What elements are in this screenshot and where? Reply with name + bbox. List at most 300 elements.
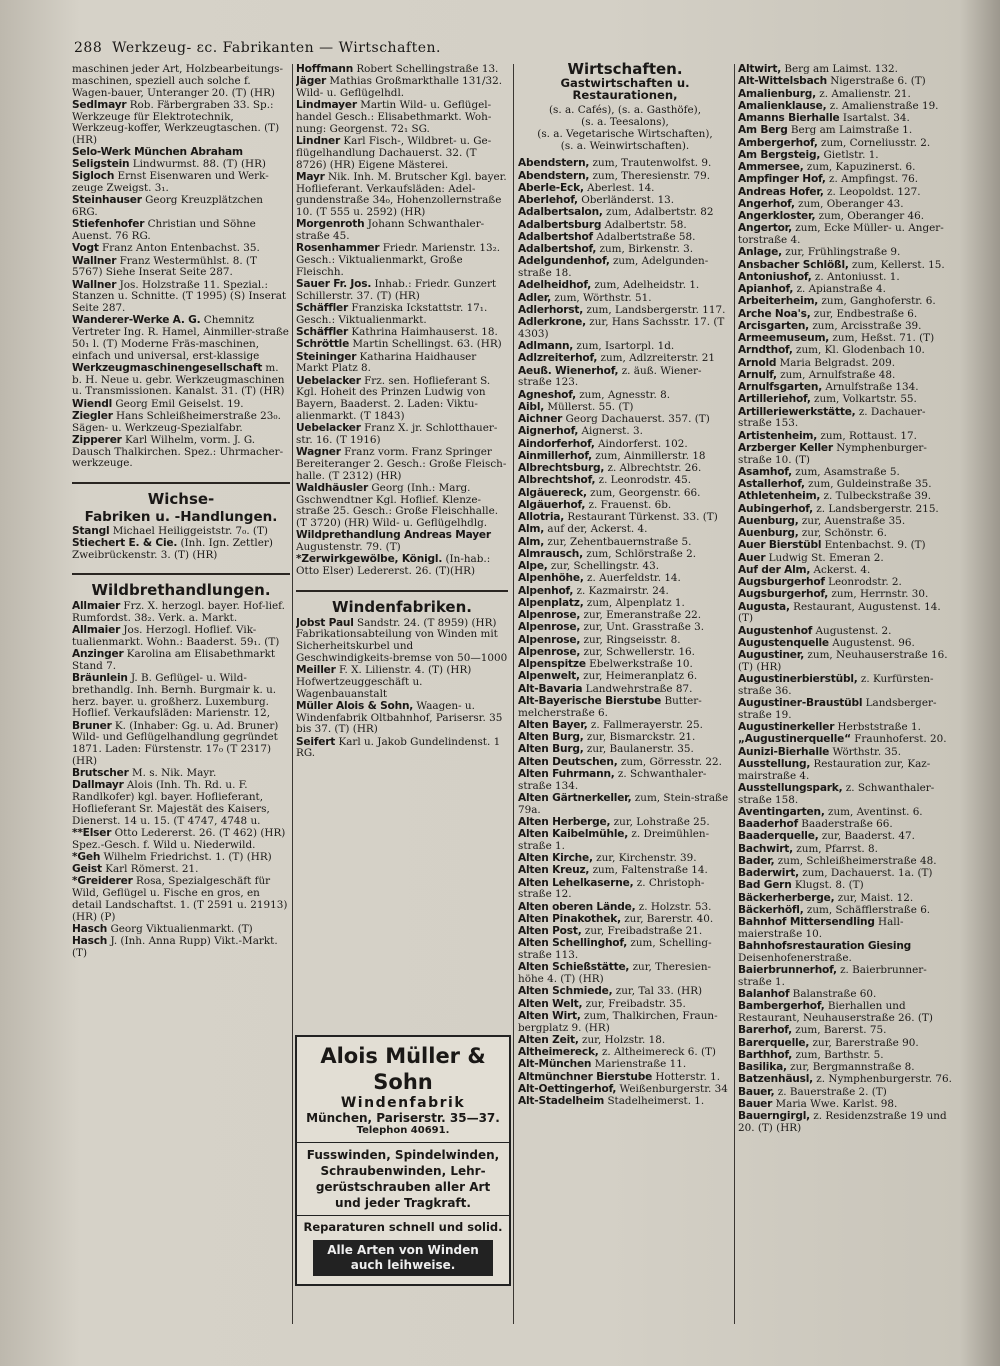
entry-details: zum, Trautenwolfst. 9. xyxy=(589,158,712,170)
cross-reference: (s. a. Cafés), (s. a. Gasthöfe), xyxy=(548,104,702,117)
entry-details: Inhab.: Friedr. Gunzert Schillerstr. 37. (T) (HR) xyxy=(296,279,497,302)
directory-entry xyxy=(738,101,952,113)
directory-entry xyxy=(72,100,290,147)
entry-details: zur, Schwellerstr. 16. xyxy=(580,646,695,658)
directory-entry xyxy=(738,807,952,819)
directory-entry xyxy=(72,64,290,99)
entry-name: Albrechtsburg, xyxy=(518,463,605,474)
restaurant-list-continued xyxy=(738,64,952,1135)
entry-name: Adalbertsalon, xyxy=(518,207,603,219)
entry-details: zur, Ringseisstr. 8. xyxy=(580,634,681,646)
entry-name: Augustinerbierstübl, xyxy=(738,674,858,685)
directory-entry xyxy=(738,747,952,759)
directory-entry xyxy=(518,817,732,829)
entry-name: Arnulfsgarten, xyxy=(738,382,823,393)
section-title-wildbret: Wildbrethandlungen. xyxy=(91,581,271,600)
entry-details: zum, Görresstr. 22. xyxy=(617,756,722,768)
directory-entry xyxy=(72,924,290,936)
entry-details: zum, Herrnstr. 30. xyxy=(828,589,929,601)
directory-entry xyxy=(738,722,952,734)
entry-details: (Inh. Ign. Zettler) Zweibrückenstr. 3. (T) (HR) xyxy=(72,537,273,561)
directory-entry xyxy=(296,327,508,339)
entry-details: zum, Thalkirchen, Fraun-bergplatz 9. (HR) xyxy=(518,1010,718,1034)
entry-details: Kathrina Haimhauserst. 18. xyxy=(348,327,498,338)
entry-name: Uebelacker xyxy=(296,375,361,387)
directory-entry xyxy=(738,905,952,917)
directory-entry xyxy=(72,649,290,673)
entry-name: Adalbertshof, xyxy=(518,244,597,255)
entry-details: Stadelheimerst. 1. xyxy=(604,1096,705,1107)
entry-name: Alten Kreuz, xyxy=(518,865,590,877)
directory-entry xyxy=(738,162,952,174)
directory-entry xyxy=(518,414,732,426)
entry-details: Karl Römerst. 21. xyxy=(101,864,199,875)
entry-name: Alten Wirt, xyxy=(518,1010,581,1022)
directory-entry xyxy=(738,638,952,650)
entry-name: Alten Welt, xyxy=(518,998,583,1010)
entry-name: Alpenrose, xyxy=(518,610,581,621)
entry-details: Wörthstr. 35. xyxy=(829,746,902,758)
entry-details: Georg Kreuzplätzchen 6RG. xyxy=(72,195,263,218)
directory-entry xyxy=(738,856,952,868)
entry-name: Angerkloster, xyxy=(738,211,816,222)
directory-entry xyxy=(738,125,952,137)
entry-details: F. X. Lilienstr. 4. (T) (HR) Hofwertzeuggeschäft u. Wagenbauanstalt xyxy=(296,665,472,700)
entry-details: zum, Dachauerst. 1a. (T) xyxy=(798,868,933,879)
cross-reference: (s. a. Weinwirtschaften). xyxy=(560,139,690,152)
entry-name: Allmaier xyxy=(72,625,121,636)
entry-name: Amalienburg, xyxy=(738,88,816,100)
entry-name: Waldhäusler xyxy=(296,482,369,494)
ad-line: und jeder Tragkraft. xyxy=(335,1196,471,1210)
directory-entry xyxy=(72,526,290,538)
directory-entry xyxy=(738,540,952,552)
entry-name: Adlmann, xyxy=(518,341,574,352)
entry-details: zum, Barerst. 75. xyxy=(791,1025,887,1037)
directory-entry xyxy=(518,244,732,256)
directory-entry xyxy=(518,158,732,170)
section-subtitle-gastwirtschaften: Gastwirtschaften u. Restaurationen, xyxy=(560,75,690,102)
entry-details: Waagen- u. Windenfabrik Oltbahnhof, Parisersr. 35 bis 37. (T) (HR) xyxy=(296,700,503,736)
directory-entry xyxy=(72,601,290,625)
entry-details: z. äuß. Wiener-straße 123. xyxy=(518,365,702,389)
entry-name: Lindner xyxy=(296,136,341,147)
entry-name: Alpenspitze xyxy=(518,659,586,670)
entry-details: z. Amalienstr. 21. xyxy=(815,88,911,100)
entry-details: z. Apianstraße 4. xyxy=(793,284,886,295)
entry-details: zur, Bismarckstr. 21. xyxy=(583,732,696,743)
entry-details: zum, Aventinst. 6. xyxy=(824,806,923,818)
entry-details: z. Leonrodstr. 45. xyxy=(595,475,692,487)
entry-name: Augusta, xyxy=(738,601,790,613)
entry-name: Auf der Alm, xyxy=(738,564,811,576)
entry-name: Bruner xyxy=(72,720,112,732)
entry-name: Alten Gärtnerkeller, xyxy=(518,792,632,804)
directory-entry xyxy=(738,516,952,528)
directory-entry xyxy=(72,195,290,219)
entry-name: Barthhof, xyxy=(738,1049,793,1061)
entry-details: z. Kurfürsten-straße 36. xyxy=(738,674,934,697)
column-1 xyxy=(72,64,290,960)
directory-entry xyxy=(296,339,508,351)
entry-name: Bauerngirgl, xyxy=(738,1111,810,1122)
entry-details: Lindwurmst. 88. (T) (HR) xyxy=(129,158,266,170)
entry-name: Alpenrose, xyxy=(518,634,581,646)
entry-name: Aubingerhof, xyxy=(738,503,813,515)
section-subtitle-wichse: Fabriken u. -Handlungen. xyxy=(84,508,278,525)
entry-details: Arnulfstraße 134. xyxy=(822,382,919,393)
entry-name: Alpenrose, xyxy=(518,646,581,658)
entry-details: Restaurant Türkenst. 33. (T) xyxy=(564,512,718,523)
directory-entry xyxy=(738,965,952,989)
entry-details: zur, Baulanerstr. 35. xyxy=(583,744,694,756)
entry-details: z. Ampfingst. 76. xyxy=(825,174,918,186)
directory-entry xyxy=(738,504,952,516)
entry-name: Jäger xyxy=(296,76,327,88)
directory-entry xyxy=(738,917,952,941)
entry-details: zum, Oberanger 43. xyxy=(794,198,904,210)
entry-name: Bäckerhöfl, xyxy=(738,904,804,916)
entry-details: z. Antoniusst. 1. xyxy=(811,271,900,283)
entry-name: Arcisgarten, xyxy=(738,320,810,332)
directory-entry xyxy=(738,321,952,333)
entry-details: Hans Schleißheimerstraße 23₀. Sägen- u. Werkzeug-Spezialfabr. xyxy=(72,410,281,434)
entry-name: Bahnhof Mittersendling xyxy=(738,917,875,928)
directory-entry xyxy=(738,1050,952,1062)
directory-entry xyxy=(738,64,952,76)
directory-entry xyxy=(738,309,952,321)
directory-entry xyxy=(296,376,508,423)
directory-entry xyxy=(72,171,290,195)
directory-entry xyxy=(296,136,508,171)
directory-entry xyxy=(518,878,732,902)
entry-details: Ebelwerkstraße 10. xyxy=(585,659,693,670)
directory-entry xyxy=(738,174,952,186)
entry-details: zur, Schönstr. 6. xyxy=(798,528,887,539)
directory-entry xyxy=(518,1047,732,1059)
directory-entry xyxy=(738,577,952,589)
entry-details: zum, Adalbertstr. 82 xyxy=(602,207,714,219)
entry-details: z. Schwanthaler-straße 134. xyxy=(518,768,707,792)
directory-entry xyxy=(738,345,952,357)
entry-name: *Geh xyxy=(72,851,101,863)
advertisement-mueller xyxy=(295,1035,511,1286)
entry-name: Schäffler xyxy=(296,327,349,338)
entry-details: zum, Asamstraße 5. xyxy=(791,466,900,478)
entry-details: Herbststraße 1. xyxy=(834,722,921,733)
directory-entry xyxy=(738,759,952,783)
directory-entry xyxy=(518,195,732,207)
entry-name: Adlerhorst, xyxy=(518,304,584,316)
entry-name: Altmünchner Bierstube xyxy=(518,1071,653,1083)
entry-name: Adlzreiterhof, xyxy=(518,353,598,365)
directory-entry xyxy=(738,443,952,467)
entry-name: Aventingarten, xyxy=(738,806,825,818)
entry-name: Alpenrose, xyxy=(518,622,581,634)
entry-details: Franz vorm. Franz Springer Bereiteranger 2. Gesch.: Große Fleisch-halle. (T 2312) (HR) xyxy=(296,447,507,482)
entry-details: Adalbertstr. 58. xyxy=(601,219,687,231)
entry-name: Algäuerhof, xyxy=(518,499,586,511)
ad-phone: Telephon 40691. xyxy=(356,1125,450,1136)
entry-name: Ausstellungspark, xyxy=(738,782,843,794)
directory-entry xyxy=(72,147,290,171)
entry-details: zum, Adlzreiterstr. 21 xyxy=(597,353,715,365)
directory-entry xyxy=(518,647,732,659)
directory-entry xyxy=(738,260,952,272)
entry-name: Ziegler xyxy=(72,410,113,422)
directory-entry xyxy=(738,284,952,296)
directory-entry xyxy=(518,183,732,195)
directory-entry xyxy=(738,650,952,674)
entry-details: z. Leopoldst. 127. xyxy=(823,186,921,198)
entry-details: z. Amalienstraße 19. xyxy=(826,100,939,112)
entry-name: Artilleriehof, xyxy=(738,394,811,406)
directory-entry xyxy=(518,573,732,585)
directory-entry xyxy=(518,1035,732,1047)
entry-details: Franziska Ickstattstr. 17₁. Gesch.: Viktualienmarkt. xyxy=(296,303,488,326)
entry-details: zum, Corneliusstr. 2. xyxy=(817,137,931,149)
entry-details: Wilhelm Friedrichst. 1. (T) (HR) xyxy=(100,851,272,863)
directory-entry xyxy=(518,671,732,683)
entry-details: z. Tulbeckstraße 39. xyxy=(820,491,932,503)
entry-details: Jos. Holzstraße 11. Spezial.: Stanzen u. Schnitte. (T 1995) (S) Inserat Seite 287. xyxy=(72,279,287,314)
entry-details: J. B. Geflügel- u. Wild-brethandlg. Inh. Bernh. Burgmair k. u. herz. bayer. u. großherz. Luxemburg. Hoflief. Verkaufsläden: Marienstr. 12, xyxy=(72,673,277,720)
ad-products xyxy=(297,1142,509,1211)
entry-name: Auer Bierstübl xyxy=(738,540,822,552)
directory-entry xyxy=(72,852,290,864)
entry-name: Adlerkrone, xyxy=(518,317,586,328)
directory-entry xyxy=(738,407,952,431)
directory-entry xyxy=(738,989,952,1001)
entry-name: Angertor, xyxy=(738,223,792,235)
entry-name: Steinhauser xyxy=(72,195,142,207)
entry-details: z. Schwanthaler-straße 158. xyxy=(738,782,935,806)
entry-name: Wanderer-Werke A. G. xyxy=(72,315,201,327)
entry-name: Artilleriewerkstätte, xyxy=(738,406,856,418)
entry-name: Ambergerhof, xyxy=(738,137,818,149)
entry-details: Augustenstr. 79. (T) xyxy=(296,541,401,553)
entry-details: z. Residenzstraße 19 und 20. (T) (HR) xyxy=(738,1111,947,1134)
directory-entry xyxy=(72,768,290,780)
directory-entry xyxy=(518,317,732,341)
directory-entry xyxy=(518,561,732,573)
directory-entry xyxy=(738,626,952,638)
entry-name: Aichner xyxy=(518,414,563,425)
entry-name: Alten Burg, xyxy=(518,744,584,756)
directory-entry xyxy=(296,76,508,100)
directory-entry xyxy=(738,831,952,843)
entry-name: Uebelacker xyxy=(296,423,361,434)
directory-entry xyxy=(738,880,952,892)
entry-name: Alm, xyxy=(518,536,545,548)
entry-details: zum, Georgenstr. 66. xyxy=(586,487,701,499)
entry-name: Apianhof, xyxy=(738,284,794,295)
entry-details: Weißenburgerstr. 34 xyxy=(616,1083,728,1095)
directory-entry xyxy=(738,370,952,382)
entry-details: zum, Birkenstr. 3. xyxy=(596,244,694,255)
directory-entry xyxy=(738,223,952,247)
directory-entry xyxy=(738,844,952,856)
directory-entry xyxy=(296,352,508,376)
entry-details: Nymphenburger-straße 10. (T) xyxy=(738,442,927,466)
entry-name: Alten Lehelkaserne, xyxy=(518,877,634,889)
entry-name: Aberlehof, xyxy=(518,195,578,206)
entry-name: Bäckerherberge, xyxy=(738,892,835,904)
entry-details: zum, Wörthstr. 51. xyxy=(551,292,652,304)
entry-name: Ansbacher Schlößl, xyxy=(738,259,849,271)
column-2 xyxy=(296,64,508,761)
entry-name: Augustiner, xyxy=(738,650,805,661)
directory-entry xyxy=(518,207,732,219)
entry-details: z. Altheimereck 6. (T) xyxy=(598,1047,716,1058)
section-divider xyxy=(296,590,508,592)
directory-entry xyxy=(738,150,952,162)
entry-name: Alten Kirche, xyxy=(518,853,593,864)
entry-name: Arndthof, xyxy=(738,345,793,357)
entry-name: Geist xyxy=(72,864,102,875)
entry-name: Brutscher xyxy=(72,768,129,779)
directory-entry xyxy=(518,829,732,853)
entry-name: Selo-Werk München Abraham Seligstein xyxy=(72,147,243,170)
entry-name: Armeemuseum, xyxy=(738,333,830,344)
directory-entry xyxy=(72,721,290,768)
entry-details: zum, Schlörstraße 2. xyxy=(582,548,697,560)
directory-entry xyxy=(738,89,952,101)
directory-entry xyxy=(518,598,732,610)
directory-entry xyxy=(518,475,732,487)
entry-name: Stiefenhofer xyxy=(72,219,145,231)
directory-entry xyxy=(518,684,732,696)
entry-details: Karl Fisch-, Wildbret- u. Ge-flügelhandlung Dachauerst. 32. (T 8726) (HR) Eigene Mästerei. xyxy=(296,136,492,171)
wichse-list xyxy=(72,526,290,562)
directory-entry xyxy=(518,902,732,914)
entry-name: Sigloch xyxy=(72,171,115,183)
entry-details: Landsberger-straße 19. xyxy=(738,698,937,721)
entry-details: zum, Volkartstr. 55. xyxy=(810,394,917,406)
directory-entry xyxy=(518,853,732,865)
section-title-wirtschaften: Wirtschaften. xyxy=(567,60,683,78)
entry-details: zum, Schäfflerstraße 6. xyxy=(803,904,931,916)
entry-name: Mayr xyxy=(296,171,325,183)
entry-name: Augustenhof xyxy=(738,625,813,637)
directory-entry xyxy=(738,1099,952,1111)
entry-name: Alten Zeit, xyxy=(518,1034,579,1046)
entry-details: Leonrodstr. 2. xyxy=(824,577,902,588)
entry-details: z. Kazmairstr. 24. xyxy=(573,585,669,597)
entry-name: Zipperer xyxy=(72,434,122,446)
entry-name: Alten Schmiede, xyxy=(518,986,613,998)
directory-entry xyxy=(296,100,508,135)
directory-entry xyxy=(518,635,732,647)
entry-name: Sedlmayr xyxy=(72,99,127,111)
directory-entry xyxy=(518,962,732,986)
entry-details: zum, Alpenplatz 1. xyxy=(583,597,685,609)
entry-details: Butter-melcherstraße 6. xyxy=(518,695,702,719)
directory-entry xyxy=(72,876,290,923)
entry-name: Bahnhofsrestauration Giesing xyxy=(738,941,912,952)
entry-details: Restaurant, Augustenst. 14. (T) xyxy=(738,601,941,625)
directory-entry xyxy=(518,1011,732,1035)
entry-name: Allmaier xyxy=(72,601,121,612)
entry-details: M. s. Nik. Mayr. xyxy=(128,768,217,779)
entry-name: *Zerwirkgewölbe, Königl. xyxy=(296,554,443,566)
section-title-winden: Windenfabriken. xyxy=(331,597,472,616)
ad-line: gerüstschrauben aller Art xyxy=(315,1180,491,1194)
entry-details: zum, Faltenstraße 14. xyxy=(589,865,708,877)
directory-entry xyxy=(738,272,952,284)
ad-line: Fusswinden, Spindelwinden, xyxy=(306,1148,500,1162)
entry-details: zum, Theresienstr. 79. xyxy=(589,170,711,182)
ad-title: Alois Müller & Sohn xyxy=(320,1044,486,1094)
directory-entry xyxy=(296,447,508,482)
entry-details: zur, Unt. Grasstraße 3. xyxy=(580,622,705,634)
directory-entry xyxy=(72,936,290,960)
directory-entry xyxy=(518,586,732,598)
directory-entry xyxy=(72,673,290,720)
entry-name: Ainmillerhof, xyxy=(518,450,592,462)
entry-details: zum, Schleißheimerstraße 48. xyxy=(774,855,937,867)
directory-entry xyxy=(296,530,508,554)
directory-entry xyxy=(518,1084,732,1096)
entry-name: Arnold xyxy=(738,357,777,369)
entry-details: zur, Freibadstraße 21. xyxy=(581,926,703,937)
entry-details: Adalbertstraße 58. xyxy=(592,231,696,243)
entry-name: Hasch xyxy=(72,936,108,947)
entry-details: zur, Maist. 12. xyxy=(834,892,914,904)
entry-details: zur, Barerstr. 40. xyxy=(620,913,714,925)
entry-details: Georg Dachauerst. 357. (T) xyxy=(562,414,710,425)
directory-entry xyxy=(518,451,732,463)
entry-details: Frz. X. herzogl. bayer. Hof-lief. Rumfordst. 38₂. Verk. a. Markt. xyxy=(72,601,285,624)
entry-details: Entenbachst. 9. (T) xyxy=(821,540,926,552)
entry-details: z. Fallmerayerstr. 25. xyxy=(587,719,703,731)
directory-entry xyxy=(518,1072,732,1084)
directory-entry xyxy=(738,113,952,125)
entry-name: Seifert xyxy=(296,736,336,748)
entry-details: zum, Schelling-straße 113. xyxy=(518,938,712,961)
directory-entry xyxy=(518,622,732,634)
entry-name: Auer xyxy=(738,552,766,564)
entry-details: Ackerst. 4. xyxy=(810,564,871,576)
entry-details: Johann Schwanthaler-straße 45. xyxy=(296,219,485,242)
directory-entry xyxy=(738,358,952,370)
entry-name: Athletenheim, xyxy=(738,491,821,503)
entry-name: Meiller xyxy=(296,665,336,676)
entry-details: Restauration zur, Kaz-mairstraße 4. xyxy=(738,758,931,782)
entry-details: z. Albrechtstr. 26. xyxy=(604,463,702,474)
entry-name: Alten Deutschen, xyxy=(518,756,618,768)
entry-name: Lindmayer xyxy=(296,100,357,112)
entry-name: Asamhof, xyxy=(738,466,792,478)
entry-name: Barerhof, xyxy=(738,1025,792,1037)
directory-entry xyxy=(518,537,732,549)
directory-entry xyxy=(518,865,732,877)
directory-entry xyxy=(296,172,508,219)
entry-name: Algäuereck, xyxy=(518,487,587,499)
directory-entry xyxy=(738,296,952,308)
entry-name: Bachwirt, xyxy=(738,843,793,855)
directory-entry xyxy=(518,793,732,817)
entry-name: Sauer Fr. Jos. xyxy=(296,279,372,290)
directory-entry xyxy=(72,411,290,435)
entry-name: Aberle-Eck, xyxy=(518,182,584,194)
entry-details: zum, Kl. Glodenbach 10. xyxy=(792,345,925,357)
entry-details: Robert Schellingstraße 13. xyxy=(353,64,499,75)
entry-details: Oberländerst. 13. xyxy=(577,195,675,206)
entry-name: Müller Alois & Sohn, xyxy=(296,700,414,712)
column-rule xyxy=(734,64,735,1324)
entry-name: Bauer xyxy=(738,1098,773,1110)
